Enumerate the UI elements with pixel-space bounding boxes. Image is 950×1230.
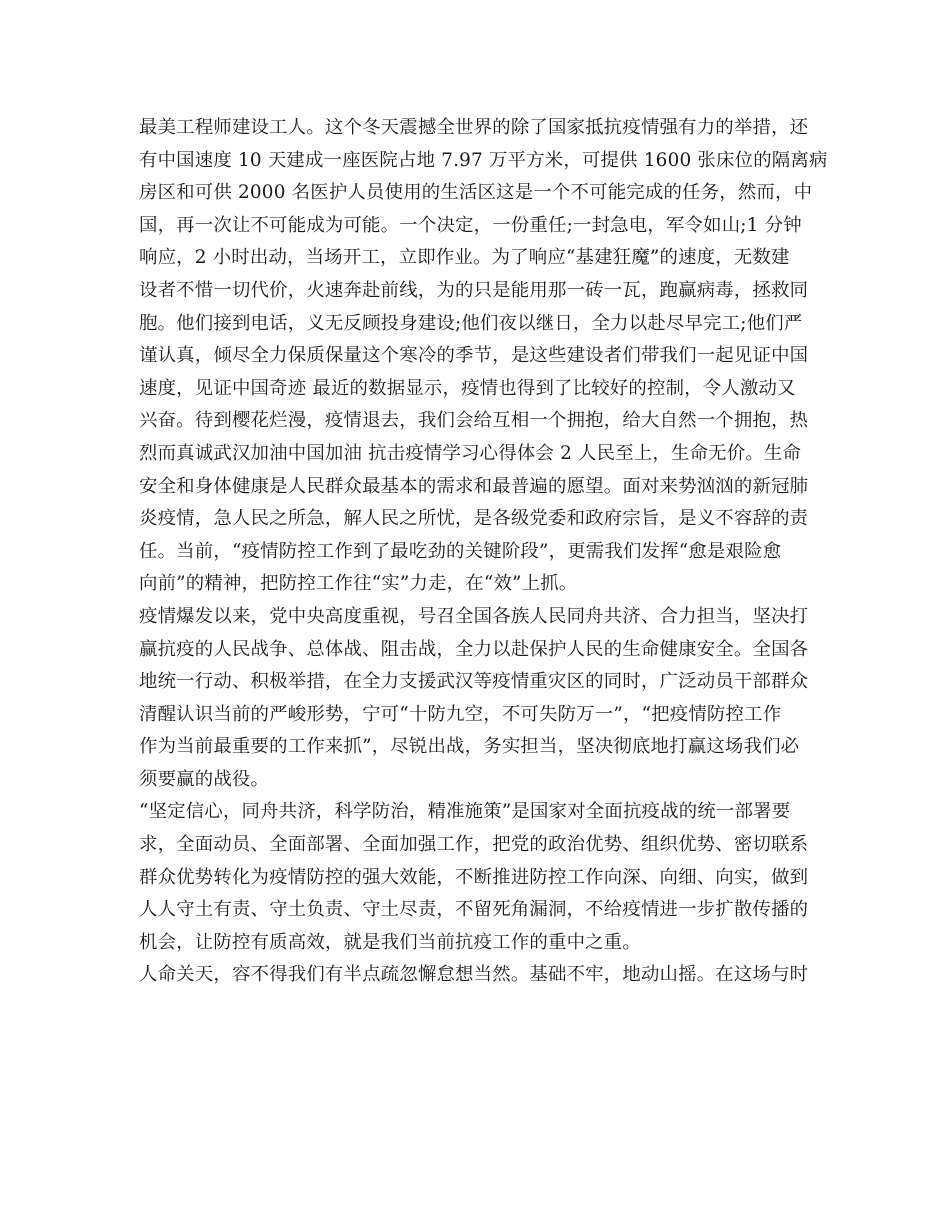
text-line: 谨认真，倾尽全力保质保量这个寒冷的季节，是这些建设者们带我们一起见证中国 [139, 345, 809, 367]
text-line: 作为当前最重要的工作来抓”，尽锐出战，务实担当，坚决彻底地打赢这场我们必 [139, 736, 800, 758]
text-line: “坚定信心，同舟共济，科学防治，精准施策”是国家对全面抗疫战的统一部署要 [139, 801, 791, 823]
text-line: 烈而真诚武汉加油中国加油 抗击疫情学习心得体会 2 人民至上，生命无价。生命 [139, 442, 802, 464]
text-line: 房区和可供 2000 名医护人员使用的生活区这是一个不可能完成的任务，然而，中 [139, 182, 813, 204]
text-line: 疫情爆发以来，党中央高度重视，号召全国各族人民同舟共济、合力担当，坚决打 [139, 605, 809, 627]
text-line: 兴奋。待到樱花烂漫，疫情退去，我们会给互相一个拥抱，给大自然一个拥抱，热 [139, 410, 809, 432]
text-line: 人命关天，容不得我们有半点疏忽懈怠想当然。基础不牢，地动山摇。在这场与时 [139, 964, 809, 986]
text-line: 国，再一次让不可能成为可能。一个决定，一份重任;一封急电，军令如山;1 分钟 [139, 214, 802, 236]
text-line: 人人守土有责、守土负责、守土尽责，不留死角漏洞，不给疫情进一步扩散传播的 [139, 899, 809, 921]
text-line: 群众优势转化为疫情防控的强大效能，不断推进防控工作向深、向细、向实，做到 [139, 866, 809, 888]
text-line: 任。当前，“疫情防控工作到了最吃劲的关键阶段”，更需我们发挥“愈是艰险愈 [139, 540, 782, 562]
text-line: 设者不惜一切代价，火速奔赴前线，为的只是能用那一砖一瓦，跑赢病毒，拯救同 [139, 279, 809, 301]
text-line: 求，全面动员、全面部署、全面加强工作，把党的政治优势、组织优势、密切联系 [139, 834, 809, 856]
text-line: 最美工程师建设工人。这个冬天震撼全世界的除了国家抵抗疫情强有力的举措，还 [139, 117, 809, 138]
text-line: 赢抗疫的人民战争、总体战、阻击战，全力以赴保护人民的生命健康安全。全国各 [139, 638, 809, 660]
text-line: 清醒认识当前的严峻形势，宁可“十防九空，不可失防万一”，“把疫情防控工作 [139, 703, 782, 725]
text-line: 炎疫情，急人民之所急，解人民之所忧，是各级党委和政府宗旨，是义不容辞的责 [139, 508, 809, 530]
text-line: 向前”的精神，把防控工作往“实”力走，在“效”上抓。 [139, 573, 578, 595]
text-line: 安全和身体健康是人民群众最基本的需求和最普遍的愿望。面对来势汹汹的新冠肺 [139, 475, 809, 497]
text-line: 胞。他们接到电话，义无反顾投身建设;他们夜以继日，全力以赴尽早完工;他们严 [139, 312, 803, 334]
body-text [139, 112, 828, 992]
text-line: 地统一行动、积极举措，在全力支援武汉等疫情重灾区的同时，广泛动员干部群众 [139, 671, 809, 693]
text-line: 机会，让防控有质高效，就是我们当前抗疫工作的重中之重。 [139, 931, 641, 953]
text-line: 响应，2 小时出动，当场开工，立即作业。为了响应“基建狂魔”的速度，无数建 [139, 247, 790, 269]
text-line: 速度，见证中国奇迹 最近的数据显示，疫情也得到了比较好的控制，令人激动又 [139, 377, 796, 399]
text-line: 须要赢的战役。 [139, 768, 270, 790]
text-line: 有中国速度 10 天建成一座医院占地 7.97 万平方米，可提供 1600 张床位的隔离病 [139, 149, 828, 171]
